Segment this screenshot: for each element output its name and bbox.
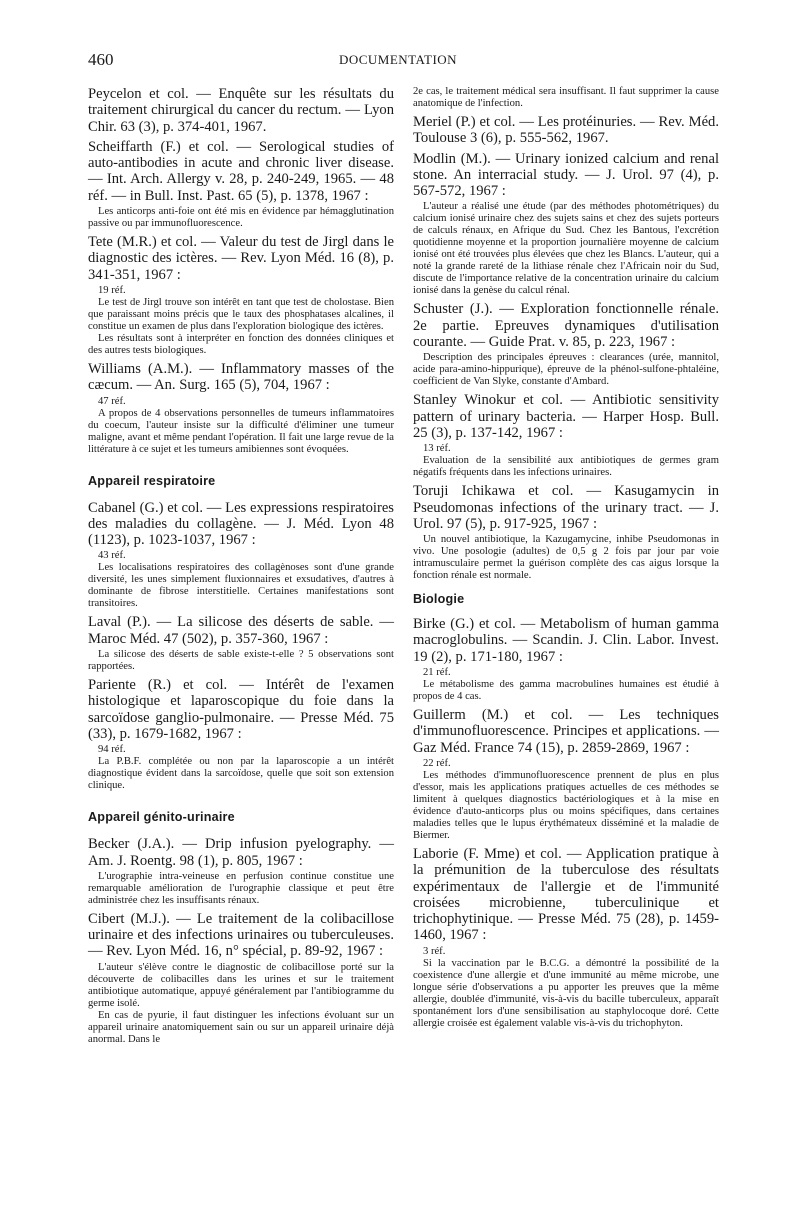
- entry-citation: Laborie (F. Mme) et col. — Application pratique à la prémunition de la tuberculose des résultats expérimentaux de l'allergie et de l'immunité croisées microbienne, tuberculinique et trichophytinique. — Presse Méd. 75 (28), p. 1459-1460, 1967 :: [413, 845, 719, 944]
- entry-abstract: La silicose des déserts de sable existe-t-elle ? 5 observations sont rapportées.: [88, 649, 394, 673]
- entry-abstract: L'urographie intra-veineuse en perfusion continue constitue une remarquable amélioration de l'urographie classique et peut être administrée chez les insuffisants rénaux.: [88, 870, 394, 906]
- entry-citation: Modlin (M.). — Urinary ionized calcium and renal stone. An interracial study. — J. Urol. 97 (4), p. 567-572, 1967 :: [413, 150, 719, 200]
- entry-abstract: Les anticorps anti-foie ont été mis en évidence par hémagglutination passive ou par immunofluorescence.: [88, 206, 394, 230]
- entry-citation: Birke (G.) et col. — Metabolism of human gamma macroglobulins. — Scandin. J. Clin. Labor. Invest. 19 (2), p. 171-180, 1967 :: [413, 616, 719, 665]
- bibliography-entry: [88, 234, 394, 357]
- entry-citation: Schuster (J.). — Exploration fonctionnelle rénale. 2e partie. Epreuves dynamiques d'utilisation courante. — Guide Prat. v. 85, p. 223, 1967 :: [413, 301, 719, 351]
- entry-abstract: 43 réf. Les localisations respiratoires des collagènoses sont d'une grande diversité, les unes simplement fluxionnaires et exsudatives, d'autres à dominante de fibrose interstitielle. Certaines manifestations sont transitoires.: [88, 550, 394, 610]
- section-heading: Appareil génito-urinaire: [88, 810, 235, 825]
- entry-citation: Williams (A.M.). — Inflammatory masses of the cæcum. — An. Surg. 165 (5), 704, 1967 :: [88, 360, 394, 394]
- bibliography-entry: [88, 677, 394, 792]
- entry-citation: Laval (P.). — La silicose des déserts de sable. — Maroc Méd. 47 (502), p. 357-360, 1967 :: [88, 614, 394, 647]
- entry-abstract: 3 réf. Si la vaccination par le B.C.G. a démontré la possibilité de la coexistence d'une allergie et d'une immunité au même microbe, une longue série d'observations a pu apporter les preuves que la même allergie, doublée d'immunité, vis-à-vis du bacille tuberculeux, apparaît spontanément lors d'une sensibilisation au staphylocoque doré. Cette allergie croisée est également valable vis-à-vis du trichophyton.: [413, 945, 719, 1029]
- bibliography-entry: [413, 483, 719, 582]
- bibliography-entry: [413, 616, 719, 703]
- entry-citation: Meriel (P.) et col. — Les protéinuries. — Rev. Méd. Toulouse 3 (6), p. 555-562, 1967.: [413, 114, 719, 147]
- entry-abstract: Description des principales épreuves : clearances (urée, mannitol, acide para-amino-hippurique), épreuve de la phénol-sulfone-phtaléine, coefficient de Van Slyke, constante d'Ambard.: [413, 352, 719, 388]
- entry-citation: Tete (M.R.) et col. — Valeur du test de Jirgl dans le diagnostic des ictères. — Rev. Lyon Méd. 16 (8), p. 341-351, 1967 :: [88, 234, 394, 283]
- page-header: [88, 50, 708, 72]
- entry-citation: Cibert (M.J.). — Le traitement de la colibacillose urinaire et des infections urinaires ou tuberculeuses. — Rev. Lyon Méd. 16, n° spécial, p. 89-92, 1967 :: [88, 910, 394, 960]
- page-number: 460: [88, 50, 114, 69]
- bibliography-entry: [413, 114, 719, 147]
- entry-abstract: L'auteur a réalisé une étude (par des méthodes photométriques) du calcium ionisé urinaire chez des sujets sains et chez des sujets porteurs de calculs rénaux, en Afrique du Sud. Chez les Bantous, l'excrétion quotidienne moyenne et la proportion journalière moyenne de calcium ionisé ont été trouvées plus élevées que chez les Blancs. L'auteur, qui a noté la grande rareté de la lithiase rénale chez l'Africain noir du Sud, discute de l'importance relative de la concentration urinaire du calcium ionisé dans la genèse du calcul rénal.: [413, 201, 719, 297]
- bibliography-entry: [413, 392, 719, 479]
- bibliography-entry: [88, 911, 394, 1046]
- entry-citation: Becker (J.A.). — Drip infusion pyelography. — Am. J. Roentg. 98 (1), p. 805, 1967 :: [88, 836, 394, 869]
- left-column: [88, 86, 394, 1050]
- bibliography-entry: [88, 614, 394, 673]
- entry-citation: Guillerm (M.) et col. — Les techniques d'immunofluorescence. Principes et applications. — Gaz Méd. France 74 (15), p. 2859-2869, 1967 :: [413, 707, 719, 756]
- entry-abstract: Un nouvel antibiotique, la Kazugamycine, inhibe Pseudomonas in vivo. Une posologie (adultes) de 0,5 g 2 fois par jour par voie intramusculaire permet la guérison complète des cas aigus lorsque la fonction rénale est normale.: [413, 534, 719, 582]
- bibliography-entry: [88, 500, 394, 611]
- entry-citation: Scheiffarth (F.) et col. — Serological studies of auto-antibodies in acute and chronic liver disease. — Int. Arch. Allergy v. 28, p. 240-249, 1965. — 48 réf. — in Bull. Inst. Past. 65 (5), p. 1378, 1967 :: [88, 138, 394, 204]
- entry-citation: Peycelon et col. — Enquête sur les résultats du traitement chirurgical du cancer du rectum. — Lyon Chir. 63 (3), p. 374-401, 1967.: [88, 86, 394, 135]
- entry-abstract: 47 réf. A propos de 4 observations personnelles de tumeurs inflammatoires du coecum, l'auteur insiste sur la difficulté d'éliminer une tumeur maligne, avant et même pendant l'opération. Il fait une large revue de la littérature à ce sujet et les tumeurs amibiennes sont évoquées.: [88, 395, 394, 455]
- entry-abstract: 21 réf. Le métabolisme des gamma macrobulines humaines est étudié à propos de 4 cas.: [413, 667, 719, 703]
- entry-citation: Stanley Winokur et col. — Antibiotic sensitivity pattern of urinary bacteria. — Harper Hosp. Bull. 25 (3), p. 137-142, 1967 :: [413, 392, 719, 441]
- entry-citation: Cabanel (G.) et col. — Les expressions respiratoires des maladies du collagène. — J. Méd. Lyon 48 (1123), p. 1023-1037, 1967 :: [88, 499, 394, 549]
- bibliography-entry: [413, 707, 719, 842]
- entry-abstract: 19 réf. Le test de Jirgl trouve son intérêt en tant que test de cholostase. Bien que paraissant moins précis que le taux des phosphatases alcalines, il constitue un examen de plus dans l'exploration biologique des ictères. Les résultats sont à interpréter en fonction des données cliniques et des autres tests biologiques.: [88, 284, 394, 356]
- bibliography-entry: [88, 361, 394, 456]
- entry-abstract: 94 réf. La P.B.F. complétée ou non par la laparoscopie a un intérêt diagnostique évident dans la sarcoïdose, quelle que soit son extension clinique.: [88, 744, 394, 792]
- bibliography-entry: [88, 86, 394, 135]
- section-heading: Appareil respiratoire: [88, 473, 216, 488]
- continued-note: 2e cas, le traitement médical sera insuffisant. Il faut supprimer la cause anatomique de l'infection.: [413, 86, 719, 109]
- entry-citation: Toruji Ichikawa et col. — Kasugamycin in Pseudomonas infections of the urinary tract. — J. Urol. 97 (5), p. 917-925, 1967 :: [413, 483, 719, 532]
- bibliography-entry: [413, 151, 719, 298]
- entry-abstract: 22 réf. Les méthodes d'immunofluorescence prennent de plus en plus d'essor, mais les applications pratiques actuelles de ces méthodes se limitent à quelques diagnostics bactériologiques et à la mise en évidence d'auto-anticorps plus ou moins spécifiques, dans certaines maladies telles que le lupus érythémateux disséminé et la maladie de Biermer.: [413, 757, 719, 841]
- entry-abstract: L'auteur s'élève contre le diagnostic de colibacillose porté sur la découverte de colibacilles dans les urines et sur le traitement antibiotique automatique, appuyé généralement par l'antibiogramme du germe isolé. En cas de pyurie, il faut distinguer les infections évoluant sur un appareil urinaire anatomiquement sain ou sur un appareil urinaire déjà anormal. Dans le: [88, 961, 394, 1045]
- entry-abstract: 13 réf. Evaluation de la sensibilité aux antibiotiques de germes gram négatifs fréquents dans les infections urinaires.: [413, 443, 719, 479]
- right-column: [413, 86, 719, 1034]
- bibliography-entry: [413, 301, 719, 388]
- running-title: DOCUMENTATION: [338, 52, 458, 67]
- bibliography-entry: [413, 846, 719, 1030]
- bibliography-entry: [88, 836, 394, 907]
- section-heading: Biologie: [413, 592, 465, 607]
- bibliography-entry: [88, 139, 394, 230]
- entry-citation: Pariente (R.) et col. — Intérêt de l'examen histologique et laparoscopique du foie dans la sarcoïdose ganglio-pulmonaire. — Presse Méd. 75 (33), p. 1679-1682, 1967 :: [88, 677, 394, 742]
